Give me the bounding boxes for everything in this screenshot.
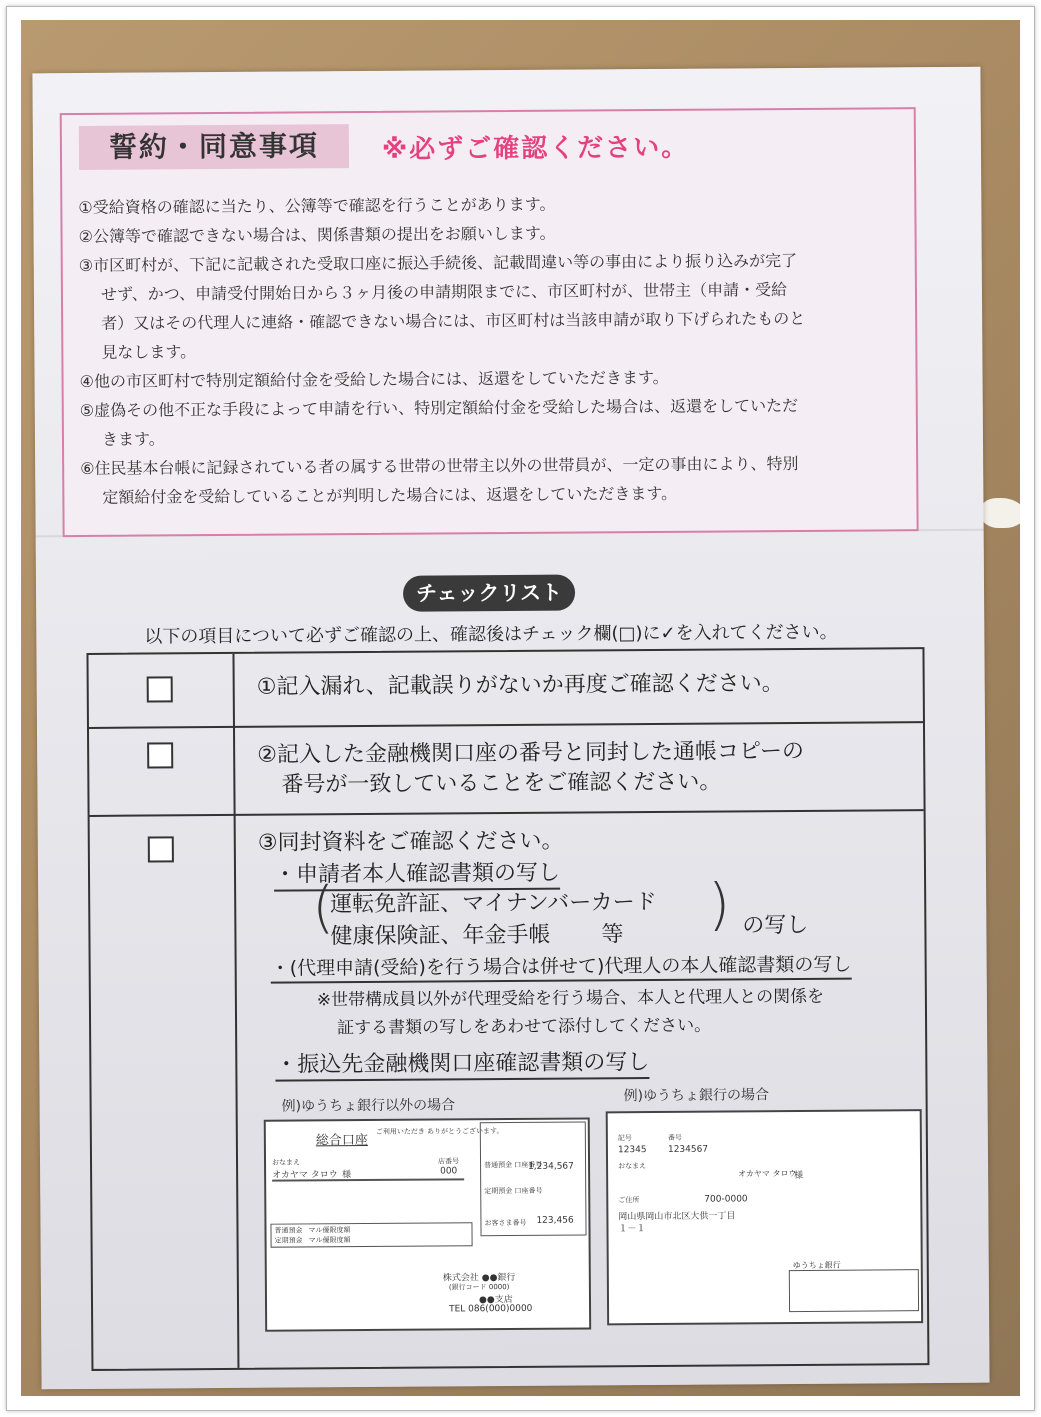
checkbox-1[interactable] bbox=[147, 676, 173, 702]
checklist-item-3: ③同封資料をご確認ください。 bbox=[257, 828, 564, 856]
pledge-item-6: ⑥住民基本台帳に記録されている者の属する世帯の世帯主以外の世帯員が、一定の事由により、特別 bbox=[80, 453, 799, 479]
yb-name: オカヤマ タロウ bbox=[738, 1169, 797, 1179]
paren-left: ( bbox=[312, 875, 335, 941]
checklist-item-2-line1: ②記入した金融機関口座の番号と同封した通帳コピーの bbox=[257, 738, 805, 768]
bb-sama: 様 bbox=[342, 1170, 352, 1181]
bb-teiki-row2: マル優限度額 bbox=[308, 1236, 351, 1245]
pledge-items bbox=[78, 187, 906, 512]
bb-shiten: ●●支店 bbox=[478, 1295, 513, 1306]
pledge-note: ※必ずご確認ください。 bbox=[381, 132, 690, 165]
checklist-table bbox=[86, 647, 929, 1371]
yb-stamp-box bbox=[789, 1269, 919, 1312]
pledge-item-3-cont2: 者）又はその代理人に連絡・確認できない場合には、市区町村は当該申請が取り下げられたものと bbox=[101, 308, 806, 333]
pledge-item-3: ③市区町村が、下記に記載された受取口座に振込手続後、記載間違い等の事由により振り込みが完了 bbox=[78, 250, 798, 276]
bb-name: オカヤマ タロウ bbox=[272, 1170, 338, 1181]
bb-futsu-label: 普通預金 口座番号 bbox=[484, 1160, 543, 1170]
bb-title: 総合口座 bbox=[315, 1133, 368, 1149]
paren-right: ) bbox=[708, 872, 731, 938]
proxy-note-1: ※世帯構成員以外が代理受給を行う場合、本人と代理人との関係を bbox=[316, 986, 825, 1011]
bb-bank-code: (銀行コード 0000) bbox=[448, 1283, 510, 1292]
checkbox-2[interactable] bbox=[147, 742, 173, 768]
yb-bangou: 1234567 bbox=[667, 1144, 709, 1155]
pledge-section bbox=[60, 107, 919, 537]
sub-item-id-docs-label: ・申請者本人確認書類の写し bbox=[274, 861, 560, 892]
paper-scrap bbox=[981, 498, 1020, 528]
example-bankbook-yucho bbox=[606, 1109, 923, 1325]
checklist-item-1: ①記入漏れ、記載誤りがないか再度ご確認ください。 bbox=[256, 671, 784, 700]
pledge-item-5: ⑤虚偽その他不正な手段によって申請を行い、特別定額給付金を受給した場合は、返還をしていただ bbox=[79, 395, 799, 421]
pledge-item-5-cont: きます。 bbox=[101, 429, 165, 449]
bb-bank: 株式会社 ●●銀行 bbox=[442, 1272, 516, 1284]
table-surface bbox=[21, 20, 1020, 1396]
id-docs-list-2: 健康保険証、年金手帳 等 bbox=[330, 922, 624, 950]
bb-futsu: 1,234,567 bbox=[528, 1161, 574, 1172]
bb-thanks: ご利用いただき ありがとうございます。 bbox=[375, 1127, 504, 1136]
bb-teiki-row: 定期預金 bbox=[274, 1236, 303, 1245]
yb-kigou: 12345 bbox=[617, 1145, 647, 1156]
example-label-yucho: 例)ゆうちょ銀行の場合 bbox=[623, 1087, 770, 1105]
bb-teiki-label: 定期預金 口座番号 bbox=[484, 1186, 543, 1196]
pledge-item-4: ④他の市区町村で特別定額給付金を受給した場合には、返還をしていただきます。 bbox=[79, 367, 669, 392]
proxy-note-2: 証する書類の写しをあわせて添付してください。 bbox=[337, 1015, 712, 1039]
yb-kigou-label: 記号 bbox=[617, 1134, 632, 1143]
sub-item-bank bbox=[275, 1045, 649, 1079]
id-docs-suffix: の写し bbox=[742, 912, 809, 939]
bb-okyaku: 123,456 bbox=[536, 1215, 574, 1226]
checkbox-3[interactable] bbox=[148, 836, 174, 862]
yb-bank: ゆうちょ銀行 bbox=[792, 1260, 841, 1271]
sub-item-proxy-label: ・(代理申請(受給)を行う場合は併せて)代理人の本人確認書類の写し bbox=[271, 954, 852, 984]
checklist-tag: チェックリスト bbox=[403, 575, 575, 612]
checklist-row-1 bbox=[88, 649, 922, 729]
document-sheet bbox=[32, 67, 989, 1390]
id-docs-list-1: 運転免許証、マイナンバーカード bbox=[330, 889, 657, 918]
example-bankbook-other bbox=[264, 1117, 591, 1331]
pledge-item-2: ②公簿等で確認できない場合は、関係書類の提出をお願いします。 bbox=[78, 223, 556, 247]
checklist-row-2 bbox=[89, 721, 924, 817]
pledge-item-6-cont: 定額給付金を受給していることが判明した場合には、返還をしていただきます。 bbox=[102, 483, 678, 507]
pledge-item-3-cont3: 見なします。 bbox=[101, 342, 197, 362]
bb-branch: 000 bbox=[440, 1166, 458, 1177]
bb-name-label: おなまえ bbox=[272, 1158, 301, 1167]
yb-address2: １－１ bbox=[618, 1224, 646, 1235]
pledge-item-3-cont1: せず、かつ、申請受付開始日から３ヶ月後の申請期限までに、市区町村が、世帯主（申請・受給 bbox=[100, 280, 788, 304]
bb-branch-label: 店番号 bbox=[437, 1157, 460, 1166]
sub-item-proxy bbox=[271, 950, 852, 981]
example-label-other-bank: 例)ゆうちょ銀行以外の場合 bbox=[281, 1097, 456, 1115]
bb-okyaku-label: お客さま番号 bbox=[484, 1218, 527, 1228]
yb-address1: 岡山県岡山市北区大供一丁目 bbox=[618, 1211, 736, 1223]
checklist-row-3 bbox=[90, 811, 928, 1369]
checklist-item-2-line2: 番号が一致していることをご確認ください。 bbox=[281, 769, 722, 798]
yb-bangou-label: 番号 bbox=[667, 1133, 682, 1142]
yb-sama: 様 bbox=[794, 1170, 804, 1182]
yb-name-label: おなまえ bbox=[618, 1162, 647, 1171]
yb-postal-label: ご住所 bbox=[618, 1196, 640, 1205]
bb-futsu-row2: マル優限度額 bbox=[308, 1226, 351, 1235]
pledge-item-1: ①受給資格の確認に当たり、公簿等で確認を行うことがあります。 bbox=[78, 194, 556, 218]
checklist-instruction: 以下の項目について必ずご確認の上、確認後はチェック欄(□)に✓を入れてください。 bbox=[144, 621, 838, 648]
bb-tel: TEL 086(000)0000 bbox=[449, 1303, 533, 1315]
yb-postal: 700-0000 bbox=[704, 1194, 748, 1205]
bb-name-line bbox=[272, 1178, 464, 1181]
bb-futsu-row: 普通預金 bbox=[274, 1226, 303, 1235]
sub-item-bank-label: ・振込先金融機関口座確認書類の写し bbox=[275, 1050, 649, 1082]
pledge-heading: 誓約・同意事項 bbox=[79, 124, 349, 170]
